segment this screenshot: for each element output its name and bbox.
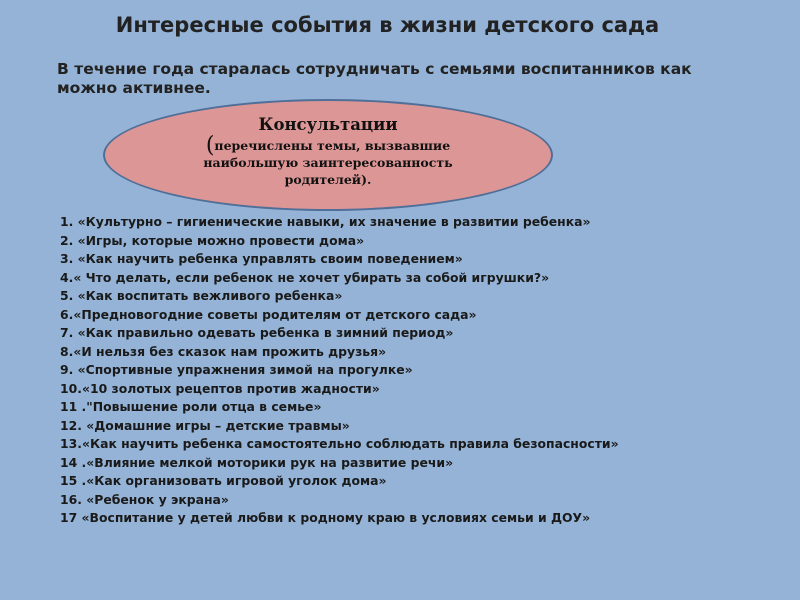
topic-item: 13.«Как научить ребенка самостоятельно соблюдать правила безопасности» — [60, 436, 619, 451]
topic-item: 15 .«Как организовать игровой уголок дома» — [60, 473, 387, 488]
consultation-subtitle-text: перечислены темы, вызвавшие наибольшую заинтересованность родителей). — [203, 138, 453, 187]
topic-item: 9. «Спортивные упражнения зимой на прогулке» — [60, 362, 413, 377]
topics-list — [60, 213, 780, 528]
topic-item: 16. «Ребенок у экрана» — [60, 491, 229, 507]
topic-item: 1. «Культурно – гигиенические навыки, их значение в развитии ребенка» — [60, 214, 591, 229]
topic-item: 12. «Домашние игры – детские травмы» — [60, 417, 350, 433]
topic-item: 5. «Как воспитать вежливого ребенка» — [60, 288, 343, 303]
slide-title: Интересные события в жизни детского сада — [115, 13, 660, 37]
topic-item: 14 .«Влияние мелкой моторики рук на развитие речи» — [60, 454, 454, 470]
intro-text: В течение года старалась сотрудничать с семьями воспитанников как можно активнее. — [57, 60, 692, 97]
topic-item: 11 ."Повышение роли отца в семье» — [60, 399, 322, 414]
topic-item: 2. «Игры, которые можно провести дома» — [60, 232, 365, 248]
consultation-title: Консультации — [258, 115, 398, 134]
topic-item: 17 «Воспитание у детей любви к родному краю в условиях семьи и ДОУ» — [60, 510, 591, 525]
topic-item: 3. «Как научить ребенка управлять своим поведением» — [60, 251, 463, 266]
consultation-paren: ( — [205, 133, 215, 158]
topic-item: 6.«Предновогодние советы родителям от детского сада» — [60, 306, 477, 322]
topic-item: 8.«И нельзя без сказок нам прожить друзья» — [60, 343, 387, 359]
topic-item: 10.«10 золотых рецептов против жадности» — [60, 380, 380, 396]
topic-item: 7. «Как правильно одевать ребенка в зимний период» — [60, 325, 454, 340]
consultation-ellipse — [103, 99, 553, 211]
topic-item: 4.« Что делать, если ребенок не хочет убирать за собой игрушки?» — [60, 269, 550, 285]
consultation-subtitle — [163, 133, 493, 188]
